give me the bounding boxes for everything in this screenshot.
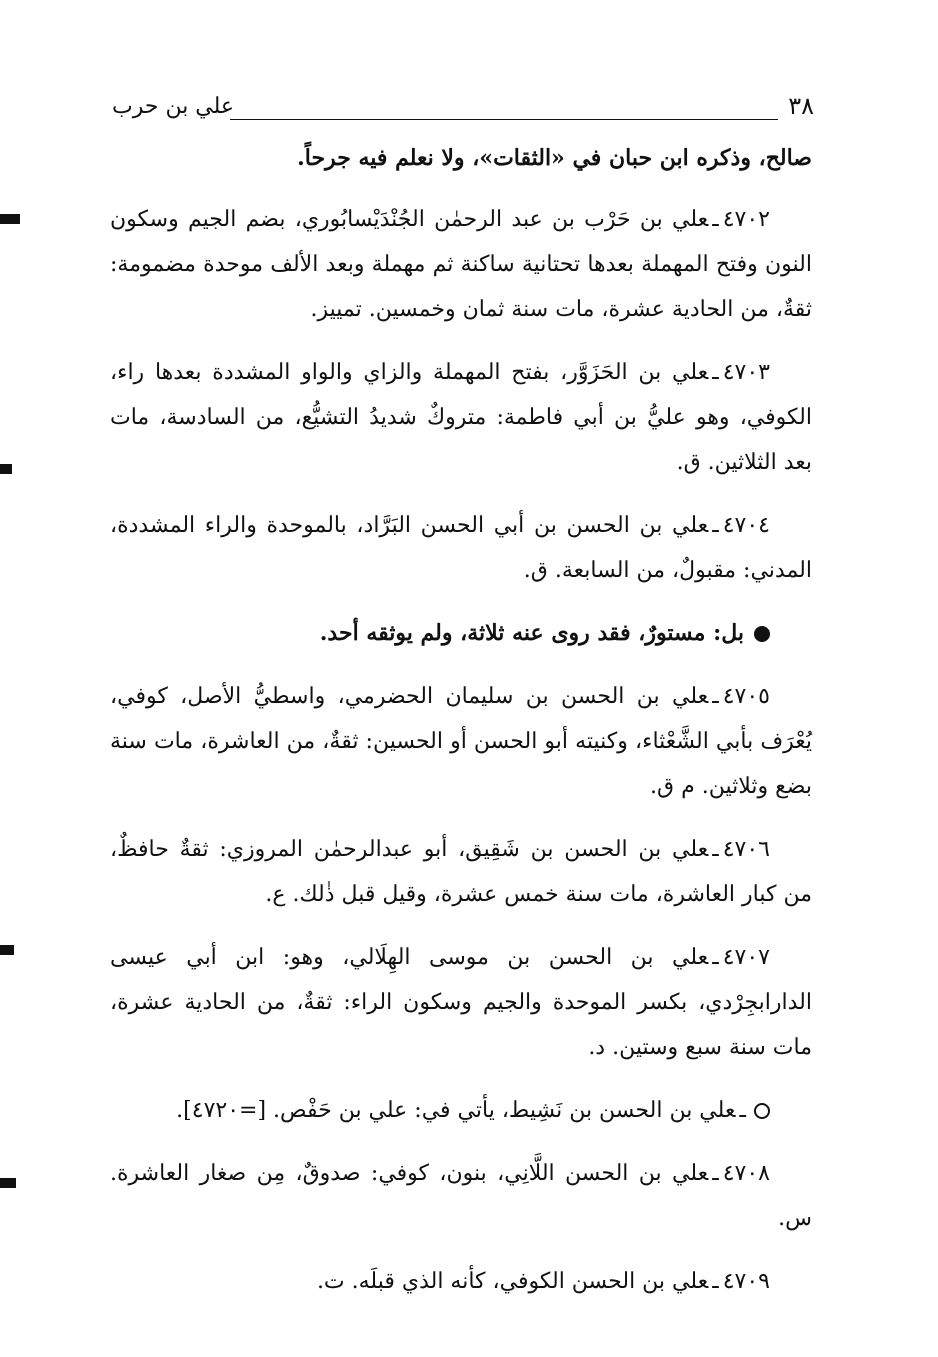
note-text: علي بن الحسن بن نَشِيط، يأتي في: علي بن حَفْص. [=٤٧٢٠]. <box>176 1098 736 1123</box>
entry-4709: ٤٧٠٩ـعلي بن الحسن الكوفي، كأنه الذي قبلَه. ت. <box>316 1269 770 1294</box>
entry-text: علي بن الحسن بن شَقِيق، أبو عبدالرحمٰن المروزي: ثقةٌ حافظٌ، من كبار العاشرة، مات سنة خمس عشرة، وقيل قبل ذٰلك. ع. <box>110 837 812 907</box>
entry-4707: ٤٧٠٧ـعلي بن الحسن بن موسى الهِلَالي، وهو: ابن أبي عيسى الدارابجِرْدي، بكسر الموحدة والجيم وسكون الراء: ثقةٌ، من الحادية عشرة، مات سنة سبع وستين. د. <box>110 945 812 1060</box>
entry-text: علي بن الحسن بن سليمان الحضرمي، واسطيُّ الأصل، كوفي، يُعْرَف بأبي الشَّعْثاء، وكنيته أبو الحسن أو الحسين: ثقةٌ، من العاشرة، مات سنة بضع وثلاثين. م ق. <box>110 684 812 799</box>
entry-number: ٤٧٠٢ <box>722 207 770 232</box>
entry-text: علي بن حَرْب بن عبد الرحمٰن الجُنْدَيْسابُوري، بضم الجيم وسكون النون وفتح المهملة بعدها تحتانية ساكنة ثم مهملة وبعد الألف موحدة مضمومة: ثقةٌ، من الحادية عشرة، مات سنة ثمان وخمسين. تمييز. <box>110 207 812 322</box>
circle-icon <box>754 1103 770 1119</box>
entry-number: ٤٧٠٦ <box>722 837 770 862</box>
page-body <box>110 136 812 1322</box>
entry-number: ٤٧٠٩ <box>722 1269 770 1294</box>
entry-text: علي بن الحسن الكوفي، كأنه الذي قبلَه. ت. <box>316 1269 709 1294</box>
entry-text: علي بن الحسن اللَّانِي، بنون، كوفي: صدوقٌ، مِن صغار العاشرة. س. <box>110 1161 812 1231</box>
intro-paragraph: صالح، وذكره ابن حبان في «الثقات»، ولا نعلم فيه جرحاً. <box>297 145 812 171</box>
entry-number: ٤٧٠٤ <box>722 513 770 538</box>
entry-text: علي بن الحسن بن موسى الهِلَالي، وهو: ابن أبي عيسى الدارابجِرْدي، بكسر الموحدة والجيم وسكون الراء: ثقةٌ، من الحادية عشرة، مات سنة سبع وستين. د. <box>110 945 812 1060</box>
running-title: علي بن حرب <box>112 94 235 119</box>
entry-4703: ٤٧٠٣ـعلي بن الحَزَوَّر، بفتح المهملة والزاي والواو المشددة بعدها راء، الكوفي، وهو عليُّ بن أبي فاطمة: متروكٌ شديدُ التشيُّع، من السادسة، مات بعد الثلاثين. ق. <box>110 360 812 475</box>
note-text: بل: مستورٌ، فقد روى عنه ثلاثة، ولم يوثقه أحد. <box>319 620 744 646</box>
entry-number: ٤٧٠٣ <box>722 360 770 385</box>
scan-edge-mark <box>0 1178 16 1188</box>
entry-number: ٤٧٠٥ <box>722 684 770 709</box>
entry-4706: ٤٧٠٦ـعلي بن الحسن بن شَقِيق، أبو عبدالرحمٰن المروزي: ثقةٌ حافظٌ، من كبار العاشرة، مات سنة خمس عشرة، وقيل قبل ذٰلك. ع. <box>110 837 812 907</box>
bullet-icon <box>754 626 770 642</box>
entry-4705: ٤٧٠٥ـعلي بن الحسن بن سليمان الحضرمي، واسطيُّ الأصل، كوفي، يُعْرَف بأبي الشَّعْثاء، وكنيته أبو الحسن أو الحسين: ثقةٌ، من العاشرة، مات سنة بضع وثلاثين. م ق. <box>110 684 812 799</box>
entry-4702: ٤٧٠٢ـعلي بن حَرْب بن عبد الرحمٰن الجُنْدَيْسابُوري، بضم الجيم وسكون النون وفتح المهملة بعدها تحتانية ساكنة ثم مهملة وبعد الألف موحدة مضمومة: ثقةٌ، من الحادية عشرة، مات سنة ثمان وخمسين. تمييز. <box>110 207 812 322</box>
entry-4704: ٤٧٠٤ـعلي بن الحسن بن أبي الحسن البَرَّاد، بالموحدة والراء المشددة، المدني: مقبولٌ، من السابعة. ق. <box>110 513 812 583</box>
header-rule <box>230 119 778 120</box>
scan-edge-mark <box>0 464 12 474</box>
page-header <box>112 92 822 128</box>
scan-edge-mark <box>0 214 20 224</box>
entry-number: ٤٧٠٨ <box>722 1161 770 1186</box>
entry-number: ٤٧٠٧ <box>722 945 770 970</box>
entry-4708: ٤٧٠٨ـعلي بن الحسن اللَّانِي، بنون، كوفي: صدوقٌ، مِن صغار العاشرة. س. <box>110 1161 812 1231</box>
entry-text: علي بن الحسن بن أبي الحسن البَرَّاد، بالموحدة والراء المشددة، المدني: مقبولٌ، من السابعة. ق. <box>110 513 812 583</box>
cross-reference-note: ـعلي بن الحسن بن نَشِيط، يأتي في: علي بن حَفْص. [=٤٧٢٠]. <box>110 1088 812 1133</box>
page-number: ٣٨ <box>788 92 814 120</box>
scan-edge-mark <box>0 945 14 955</box>
bullet-note <box>110 611 812 656</box>
entry-text: علي بن الحَزَوَّر، بفتح المهملة والزاي والواو المشددة بعدها راء، الكوفي، وهو عليُّ بن أبي فاطمة: متروكٌ شديدُ التشيُّع، من السادسة، مات بعد الثلاثين. ق. <box>110 360 812 475</box>
